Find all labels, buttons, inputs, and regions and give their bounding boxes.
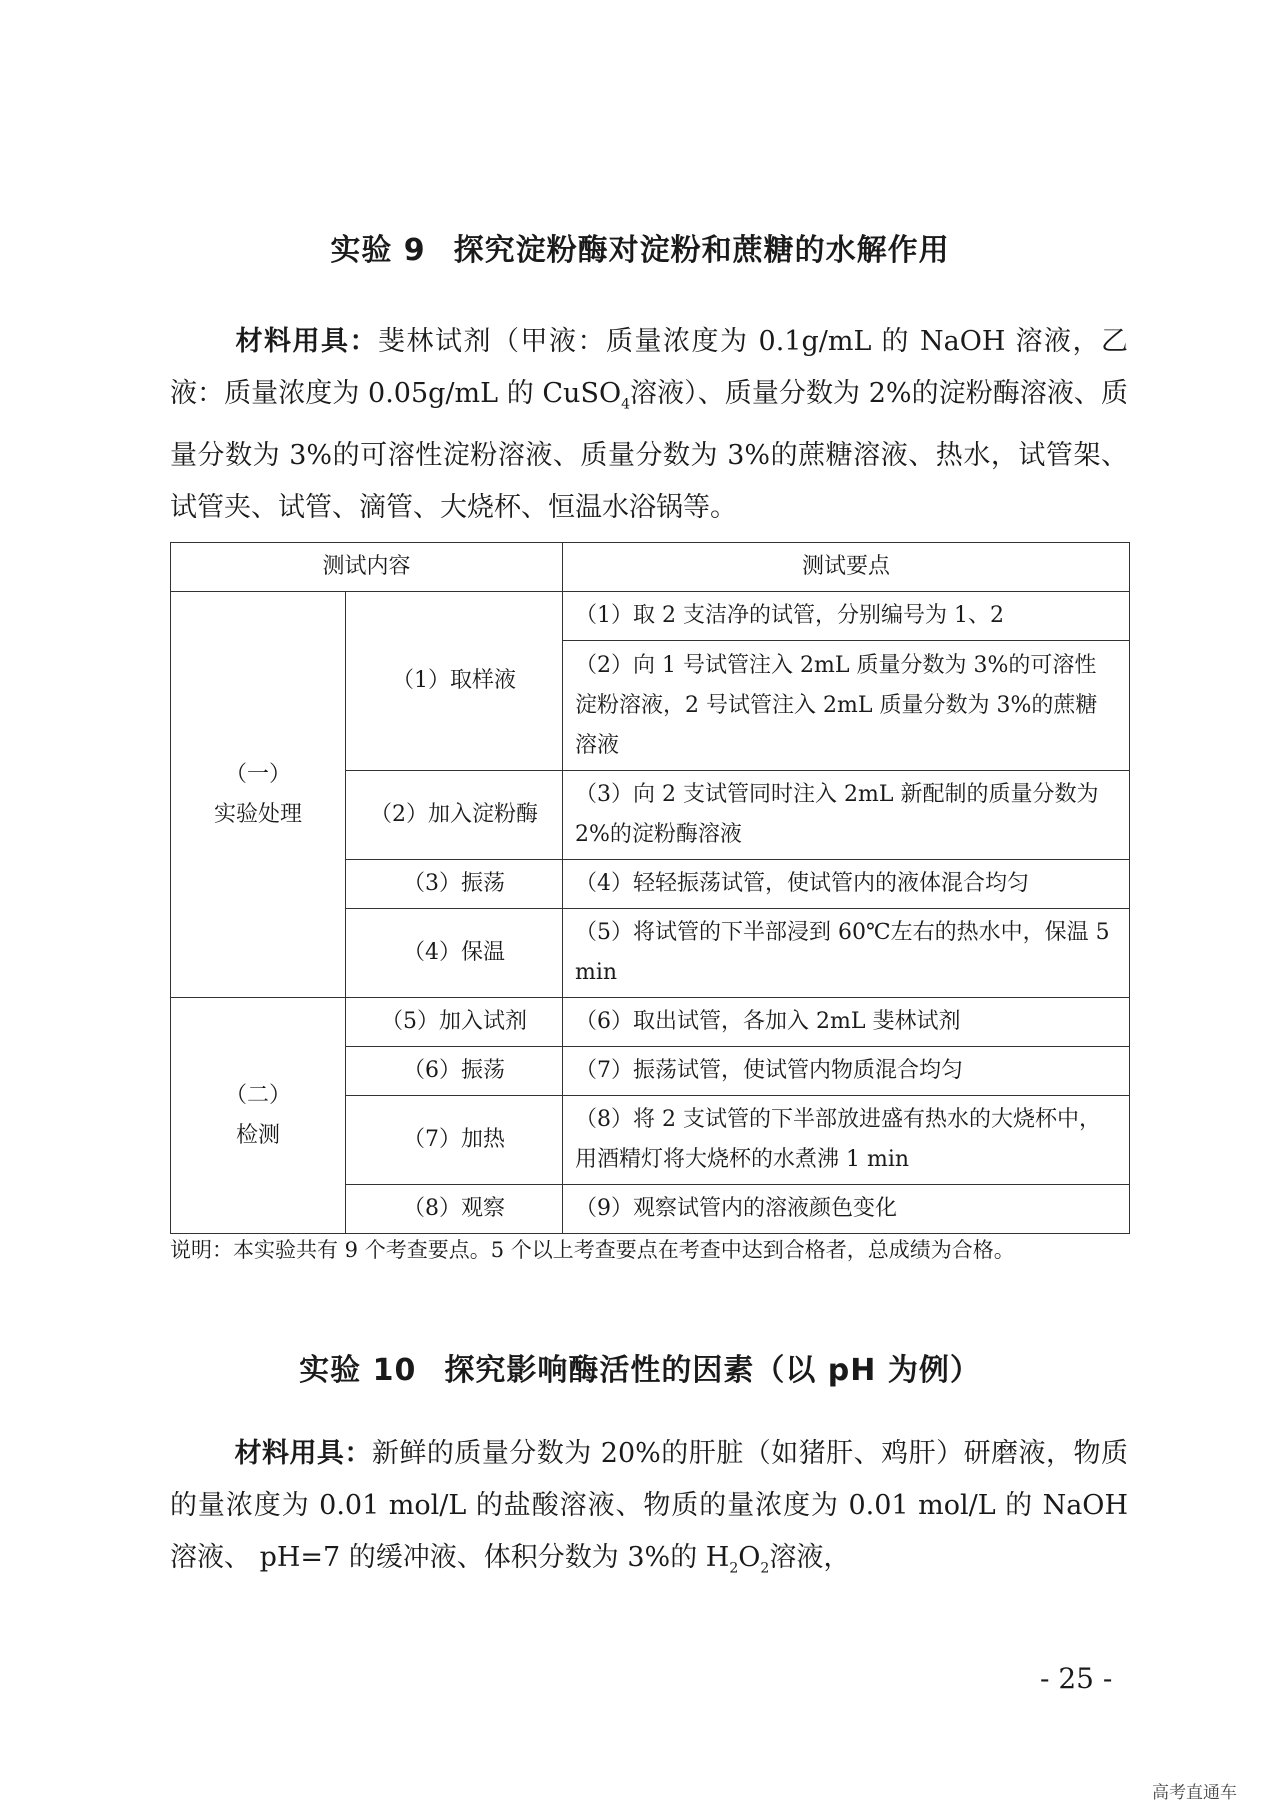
test-table [170,542,1130,1234]
point-7: （7）振荡试管，使试管内物质混合均匀 [563,1047,1130,1096]
page-number: - 25 - [1040,1662,1113,1695]
step-6: （6）振荡 [346,1047,563,1096]
step-8: （8）观察 [346,1185,563,1234]
exp10-materials-text-2: O [738,1542,761,1573]
exp9-materials-sub: 4 [621,396,630,413]
exp10-materials-sub-2: 2 [760,1560,770,1577]
point-4: （4）轻轻振荡试管，使试管内的液体混合均匀 [563,860,1130,909]
exp10-title-number: 实验 10 [299,1353,417,1388]
exp9-materials-text-1: 斐林试剂（甲液：质量浓度为 0.1g/mL 的 NaOH 溶液，乙液：质量浓度为 0.05g/mL 的 CuSO [170,326,1128,409]
step-1: （1）取样液 [346,592,563,771]
step-5: （5）加入试剂 [346,998,563,1047]
exp10-title [0,1345,1280,1389]
exp9-materials [170,316,1128,534]
group-2-cell [171,998,346,1234]
table-note: 说明：本实验共有 9 个考查要点。5 个以上考查要点在考查中达到合格者，总成绩为合格。 [170,1238,1015,1262]
group-2-number: （二） [224,1082,291,1108]
exp9-title-number: 实验 9 [330,233,426,268]
step-3: （3）振荡 [346,860,563,909]
exp10-materials [170,1428,1128,1594]
group-2-name: 检测 [235,1122,280,1148]
exp9-materials-label: 材料用具： [234,326,378,357]
step-7: （7）加热 [346,1096,563,1185]
table-header-row [171,543,1130,592]
group-1-number: （一） [224,761,291,787]
step-4: （4）保温 [346,909,563,998]
table-row [171,998,1130,1047]
header-points: 测试要点 [563,543,1130,592]
exp9-title [0,225,1280,269]
group-1-cell [171,592,346,998]
exp10-materials-text-3: 溶液， [769,1542,851,1573]
point-8: （8）将 2 支试管的下半部放进盛有热水的大烧杯中，用酒精灯将大烧杯的水煮沸 1 min [563,1096,1130,1185]
exp10-title-text: 探究影响酶活性的因素（以 pH 为例） [444,1353,981,1388]
point-6: （6）取出试管，各加入 2mL 斐林试剂 [563,998,1130,1047]
watermark: 高考直通车 [1152,1783,1237,1803]
point-3: （3）向 2 支试管同时注入 2mL 新配制的质量分数为 2%的淀粉酶溶液 [563,771,1130,860]
point-5: （5）将试管的下半部浸到 60℃左右的热水中，保温 5 min [563,909,1130,998]
exp10-materials-sub-1: 2 [729,1560,739,1577]
exp9-title-text: 探究淀粉酶对淀粉和蔗糖的水解作用 [453,233,950,268]
step-2: （2）加入淀粉酶 [346,771,563,860]
exp10-materials-text-1: 新鲜的质量分数为 20%的肝脏（如猪肝、鸡肝）研磨液，物质的量浓度为 0.01 mol/L 的盐酸溶液、物质的量浓度为 0.01 mol/L 的 NaOH 溶液、 pH=7 的缓冲液、体积分数为 3%的 H [170,1438,1129,1573]
point-9: （9）观察试管内的溶液颜色变化 [563,1185,1130,1234]
point-2: （2）向 1 号试管注入 2mL 质量分数为 3%的可溶性淀粉溶液，2 号试管注入 2mL 质量分数为 3%的蔗糖溶液 [563,641,1130,771]
exp9-materials-text-2: 溶液）、质量分数为 2%的淀粉酶溶液、质量分数为 3%的可溶性淀粉溶液、质量分数为 3%的蔗糖溶液、热水，试管架、试管夹、试管、滴管、大烧杯、恒温水浴锅等。 [170,378,1128,524]
table-row [171,592,1130,641]
header-content: 测试内容 [171,543,563,592]
exp10-materials-label: 材料用具： [234,1438,372,1469]
group-1-name: 实验处理 [213,801,302,827]
point-1: （1）取 2 支洁净的试管，分别编号为 1、2 [563,592,1130,641]
